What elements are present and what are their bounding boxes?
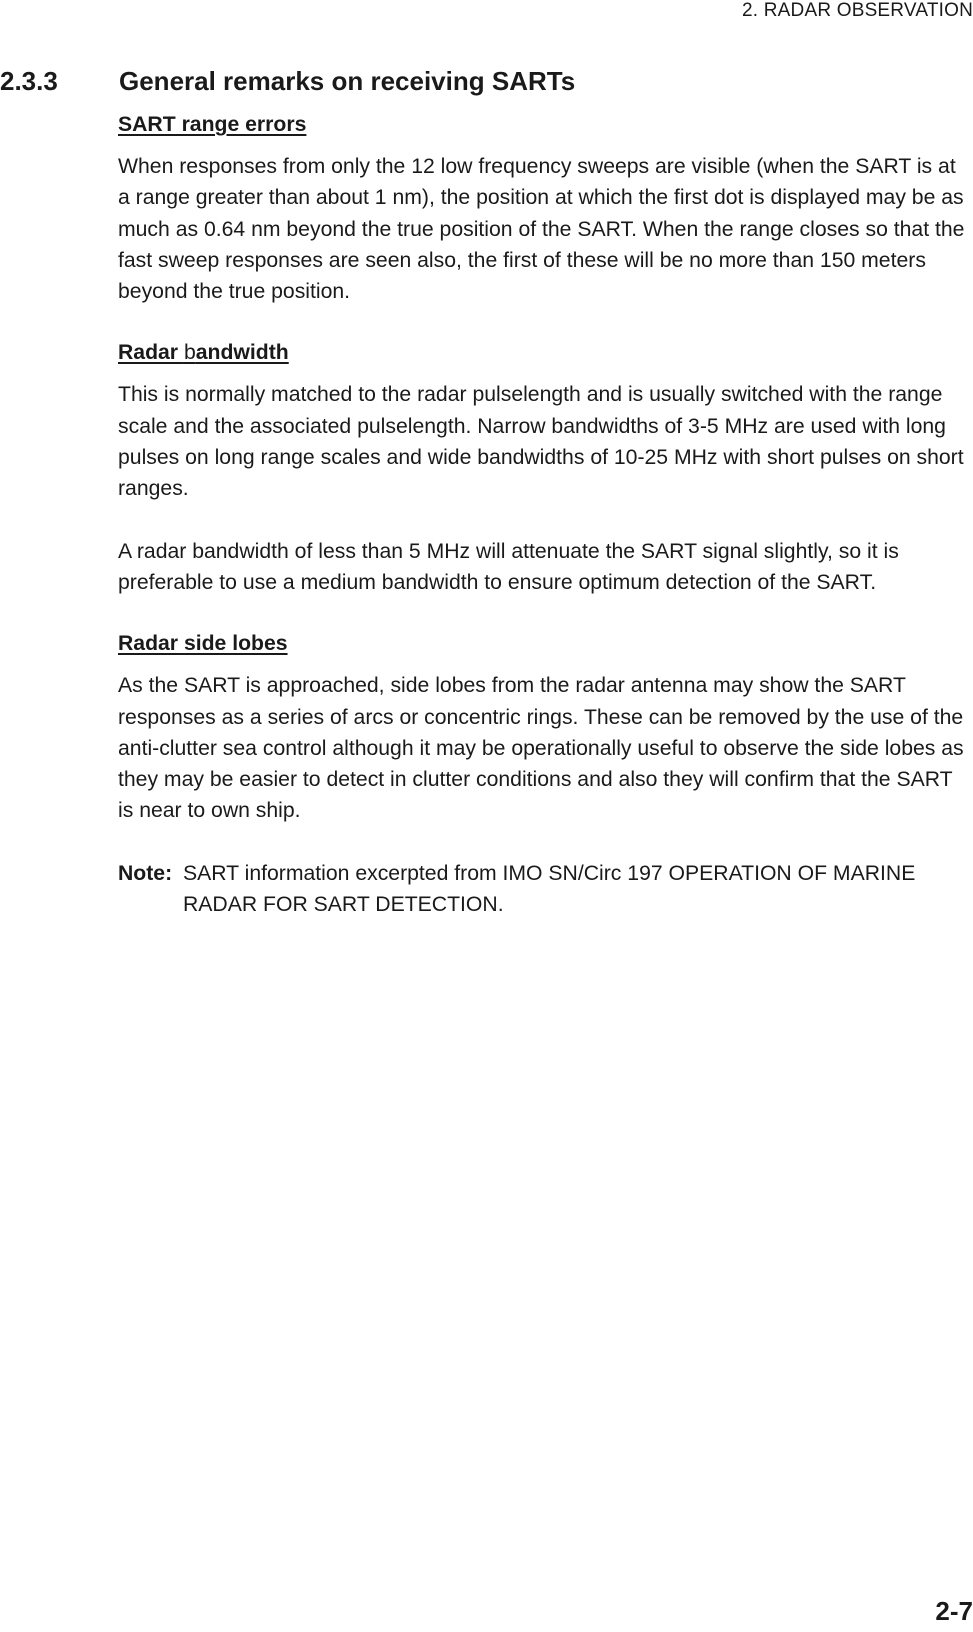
- subheading-radar-bandwidth: [118, 338, 973, 368]
- section-number: 2.3.3: [0, 66, 58, 96]
- subheading-bandwidth-part1: Radar: [118, 341, 184, 365]
- paragraph-side-lobes: As the SART is approached, side lobes from the radar antenna may show the SART responses as a series of arcs or concentric rings. These can be removed by the use of the anti-clutter sea control although it may be operationally useful to observe the side lobes as they may be easier to detect in clutter conditions and also they will confirm that the SART is near to own ship.: [118, 674, 964, 823]
- subheading-bandwidth-part2: b: [183, 341, 196, 365]
- paragraph-bandwidth-1: This is normally matched to the radar pulselength and is usually switched with the range scale and the associated pulselength. Narrow bandwidths of 3-5 MHz are used with long pulses on long range scales and wide bandwidths of 10-25 MHz with short pulses on short ranges.: [118, 383, 964, 501]
- running-header: 2. RADAR OBSERVATION: [742, 0, 973, 21]
- note-label: Note:: [118, 861, 173, 885]
- paragraph-range-errors: When responses from only the 12 low frequency sweeps are visible (when the SART is at a range greater than about 1 nm), the position at which the first dot is displayed may be as much as 0.64 nm beyond the true position of the SART. When the range closes so that the fast sweep responses are seen also, the first of these will be no more than 150 meters beyond the true position.: [118, 155, 965, 304]
- paragraph-bandwidth-2: A radar bandwidth of less than 5 MHz will attenuate the SART signal slightly, so it is preferable to use a medium bandwidth to ensure optimum detection of the SART.: [118, 539, 899, 594]
- note-text: SART information excerpted from IMO SN/Circ 197 OPERATION OF MARINE RADAR FOR SART DETECTION.: [183, 861, 916, 917]
- section-heading: [0, 64, 575, 98]
- document-body: [118, 110, 973, 920]
- page-number: 2-7: [935, 1596, 973, 1626]
- section-title: General remarks on receiving SARTs: [119, 66, 576, 96]
- subheading-bandwidth-part3: andwidth: [195, 341, 289, 365]
- subheading-side-lobes: Radar side lobes: [118, 632, 288, 656]
- subheading-range-errors: SART range errors: [118, 113, 307, 136]
- note: [118, 858, 973, 921]
